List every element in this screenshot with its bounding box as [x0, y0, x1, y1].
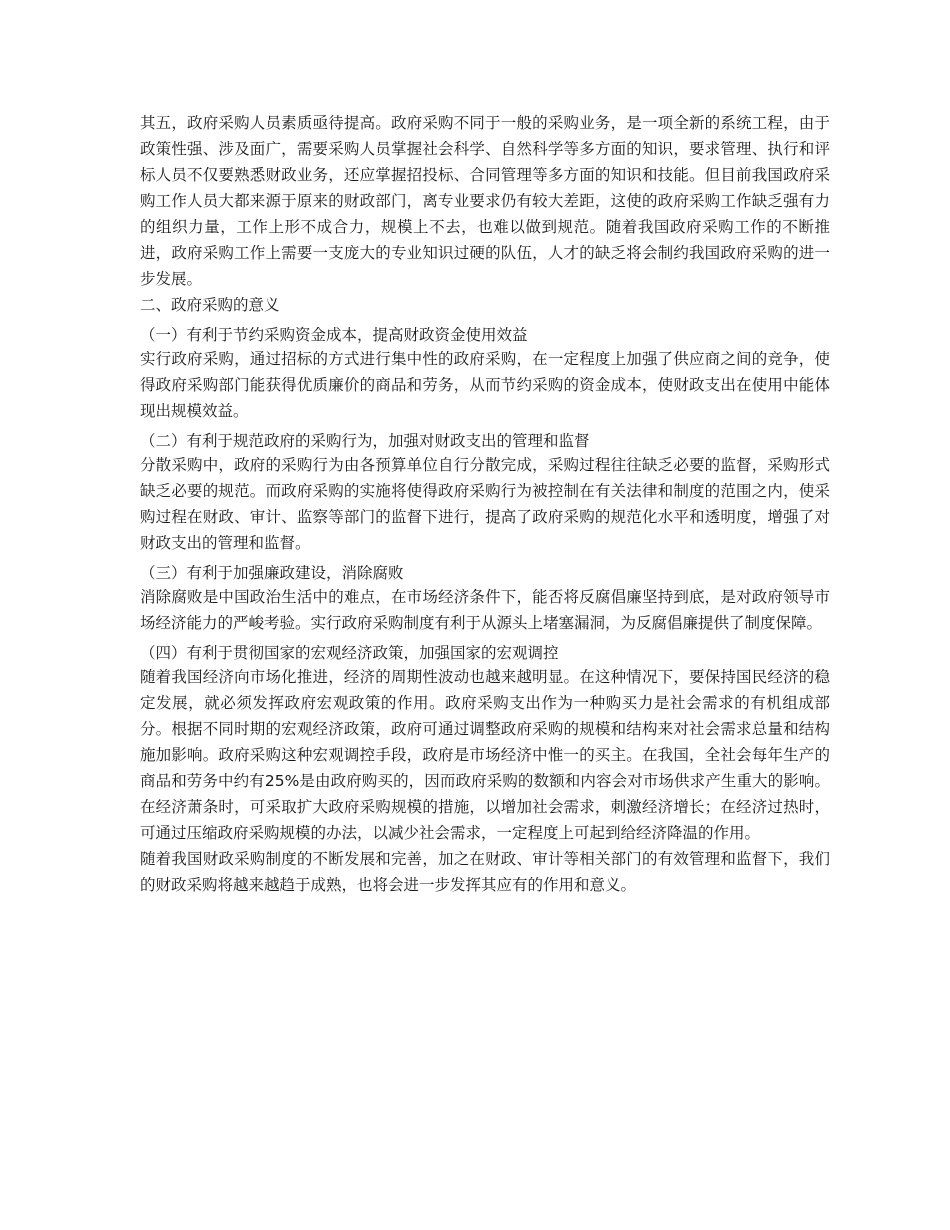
subheading-regulate-procurement: （二）有利于规范政府的采购行为，加强对财政支出的管理和监督 [140, 432, 590, 450]
paragraph-staff-quality: 其五，政府采购人员素质亟待提高。政府采购不同于一般的采购业务，是一项全新的系统工程，由于政策性强、涉及面广，需要采购人员掌握社会科学、自然科学等多方面的知识，要求管理、执行和评标人员不仅要熟悉财政业务，还应掌握招投标、合同管理等多方面的知识和技能。但目前我国政府采购工作人员大都来源于原来的财政部门，离专业要求仍有较大差距，这使的政府采购工作缺乏强有力的组织力量，工作上形不成合力，规模上不去，也难以做到规范。随着我国政府采购工作的不断推进，政府采购工作上需要一支庞大的专业知识过硬的队伍，人才的缺乏将会制约我国政府采购的进一步发展。 [140, 114, 830, 288]
paragraph-closing: 随着我国财政采购制度的不断发展和完善，加之在财政、审计等相关部门的有效管理和监督下，我们的财政采购将越来越趋于成熟，也将会进一步发挥其应有的作用和意义。 [140, 850, 830, 894]
subheading-anti-corruption: （三）有利于加强廉政建设，消除腐败 [140, 564, 404, 582]
document-page [140, 110, 830, 898]
paragraph-macro-control: 随着我国经济向市场化推进，经济的周期性波动也越来越明显。在这种情况下，要保持国民经济的稳定发展，就必须发挥政府宏观政策的作用。政府采购支出作为一种购买力是社会需求的有机组成部分。根据不同时期的宏观经济政策，政府可通过调整政府采购的规模和结构来对社会需求总量和结构施加影响。政府采购这种宏观调控手段，政府是市场经济中惟一的买主。在我国，全社会每年生产的商品和劳务中约有25%是由政府购买的，因而政府采购的数额和内容会对市场供求产生重大的影响。在经济萧条时，可采取扩大政府采购规模的措施，以增加社会需求，刺激经济增长；在经济过热时，可通过压缩政府采购规模的办法，以减少社会需求，一定程度上可起到给经济降温的作用。 [140, 668, 830, 842]
subheading-save-cost: （一）有利于节约采购资金成本，提高财政资金使用效益 [140, 326, 528, 344]
subheading-macro-control: （四）有利于贯彻国家的宏观经济政策，加强国家的宏观调控 [140, 644, 559, 662]
paragraph-anti-corruption: 消除腐败是中国政治生活中的难点，在市场经济条件下，能否将反腐倡廉坚持到底，是对政府领导市场经济能力的严峻考验。实行政府采购制度有利于从源头上堵塞漏洞，为反腐倡廉提供了制度保障。 [140, 588, 830, 632]
paragraph-regulate-procurement: 分散采购中，政府的采购行为由各预算单位自行分散完成，采购过程往往缺乏必要的监督，采购形式缺乏必要的规范。而政府采购的实施将使得政府采购行为被控制在有关法律和制度的范围之内，使采购过程在财政、审计、监察等部门的监督下进行，提高了政府采购的规范化水平和透明度，增强了对财政支出的管理和监督。 [140, 456, 830, 552]
paragraph-save-cost: 实行政府采购，通过招标的方式进行集中性的政府采购，在一定程度上加强了供应商之间的竞争，使得政府采购部门能获得优质廉价的商品和劳务，从而节约采购的资金成本，使财政支出在使用中能体现出规模效益。 [140, 350, 830, 420]
section-heading-significance: 二、政府采购的意义 [140, 296, 280, 314]
